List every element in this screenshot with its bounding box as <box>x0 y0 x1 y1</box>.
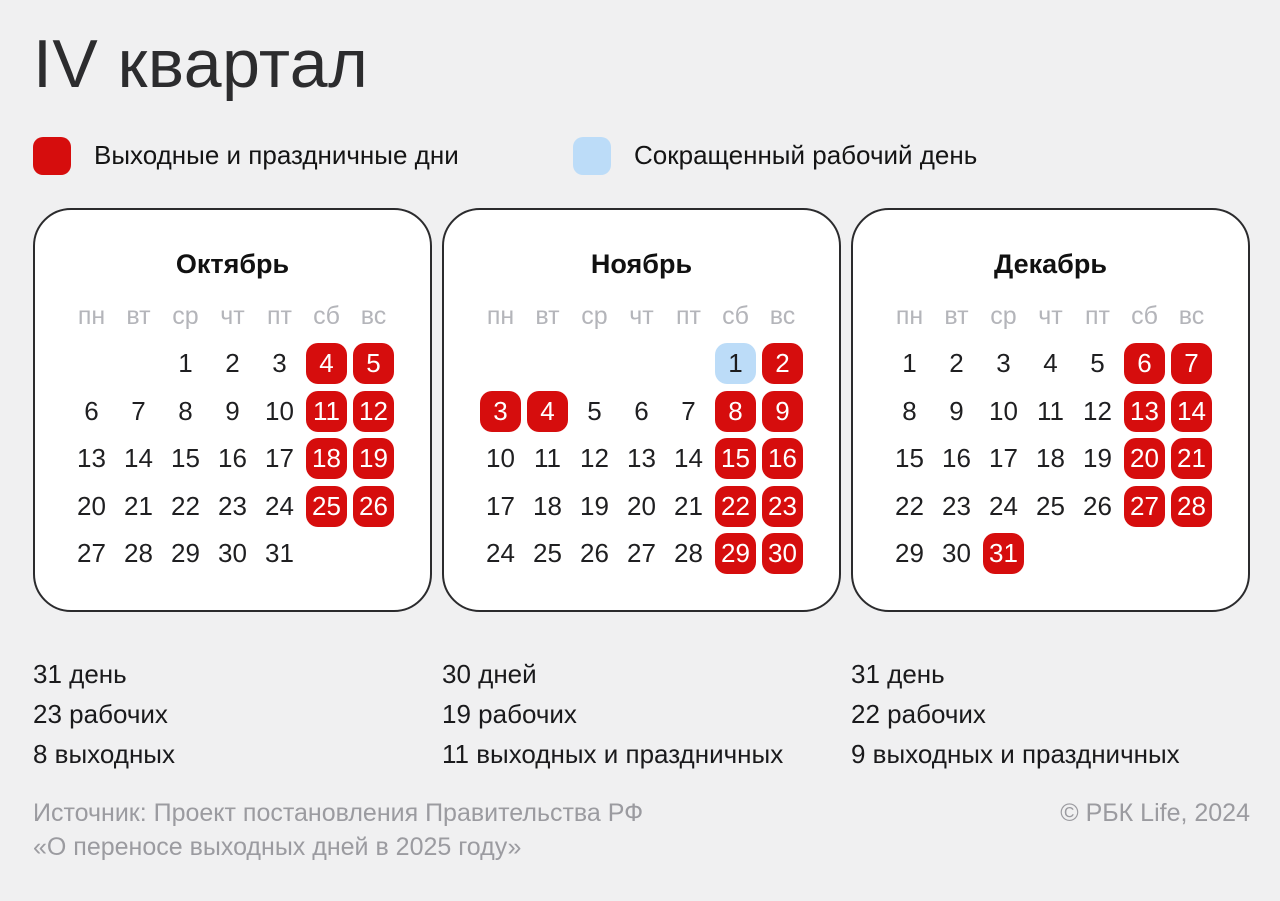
weekday-header: вс <box>1178 301 1205 330</box>
day-cell <box>303 340 350 388</box>
workday: 10 <box>486 443 515 474</box>
workday: 2 <box>225 348 240 379</box>
holiday-day: 13 <box>1124 391 1165 432</box>
weekday-header: пн <box>486 301 515 330</box>
holiday-day: 29 <box>715 533 756 574</box>
workday: 26 <box>1083 490 1112 521</box>
holiday-day: 11 <box>306 391 347 432</box>
day-cell <box>571 388 618 436</box>
holiday-day: 23 <box>762 486 803 527</box>
holiday-day: 26 <box>353 486 394 527</box>
day-cell <box>571 483 618 531</box>
day-cell <box>665 388 712 436</box>
day-cell <box>665 530 712 578</box>
day-cell <box>162 530 209 578</box>
empty-cell <box>115 340 162 388</box>
workday: 4 <box>1043 348 1058 379</box>
workday: 22 <box>171 490 200 521</box>
day-cell <box>350 435 397 483</box>
day-cell <box>256 483 303 531</box>
workday: 17 <box>989 443 1018 474</box>
day-cell <box>115 388 162 436</box>
legend-label-holidays: Выходные и праздничные дни <box>94 140 459 171</box>
workday: 1 <box>902 348 917 379</box>
workday: 28 <box>674 538 703 569</box>
workday: 20 <box>77 490 106 521</box>
day-cell <box>303 435 350 483</box>
legend-item-holidays <box>33 137 573 175</box>
workday: 9 <box>949 395 964 426</box>
day-cell <box>759 340 806 388</box>
day-cell <box>618 435 665 483</box>
holiday-day: 14 <box>1171 391 1212 432</box>
day-cell <box>256 530 303 578</box>
workday: 11 <box>1037 395 1064 426</box>
holiday-day: 15 <box>715 438 756 479</box>
day-cell <box>712 435 759 483</box>
day-cell <box>477 435 524 483</box>
weekday-header: вт <box>126 301 151 330</box>
holiday-day: 30 <box>762 533 803 574</box>
workday: 7 <box>131 395 146 426</box>
workday: 17 <box>486 490 515 521</box>
day-cell <box>618 530 665 578</box>
day-cell <box>980 340 1027 388</box>
day-cell <box>1074 340 1121 388</box>
day-cell <box>712 340 759 388</box>
day-cell <box>712 388 759 436</box>
holiday-day: 20 <box>1124 438 1165 479</box>
weekday-header: сб <box>313 301 340 330</box>
day-cell <box>256 388 303 436</box>
workday: 9 <box>225 395 240 426</box>
day-cell <box>933 435 980 483</box>
day-cell <box>980 483 1027 531</box>
day-cell <box>571 435 618 483</box>
workday: 15 <box>171 443 200 474</box>
weekday-header: ср <box>172 301 199 330</box>
holiday-day: 8 <box>715 391 756 432</box>
summary-line: 31 день <box>851 658 945 689</box>
weekday-header: вс <box>769 301 796 330</box>
holiday-swatch-icon <box>33 137 71 175</box>
source-note <box>33 796 643 864</box>
weekday-header: ср <box>990 301 1017 330</box>
workday: 10 <box>265 395 294 426</box>
holiday-day: 5 <box>353 343 394 384</box>
day-cell <box>524 530 571 578</box>
workday: 24 <box>989 490 1018 521</box>
footer <box>33 796 1250 864</box>
month-grid <box>853 293 1248 578</box>
day-cell <box>524 483 571 531</box>
day-cell <box>933 340 980 388</box>
day-cell <box>759 435 806 483</box>
workday: 23 <box>218 490 247 521</box>
day-cell <box>162 388 209 436</box>
holiday-day: 22 <box>715 486 756 527</box>
workday: 21 <box>674 490 703 521</box>
source-line-1: Источник: Проект постановления Правительства РФ <box>33 798 644 827</box>
month-card-3 <box>851 208 1250 612</box>
day-cell <box>209 435 256 483</box>
day-cell <box>209 530 256 578</box>
weekday-header: вт <box>944 301 969 330</box>
copyright: © РБК Life, 2024 <box>1060 798 1250 827</box>
day-cell <box>712 483 759 531</box>
legend-item-short-day <box>573 137 977 175</box>
day-cell <box>980 530 1027 578</box>
workday: 1 <box>178 348 193 379</box>
holiday-day: 21 <box>1171 438 1212 479</box>
day-cell <box>571 530 618 578</box>
day-cell <box>1027 483 1074 531</box>
day-cell <box>1121 388 1168 436</box>
month-grid <box>444 293 839 578</box>
workday: 18 <box>533 490 562 521</box>
day-cell <box>162 483 209 531</box>
month-card-1 <box>33 208 432 612</box>
day-cell <box>68 435 115 483</box>
day-cell <box>477 530 524 578</box>
day-cell <box>1027 435 1074 483</box>
day-cell <box>477 483 524 531</box>
workday: 26 <box>580 538 609 569</box>
workday: 16 <box>942 443 971 474</box>
short-workday: 1 <box>715 343 756 384</box>
holiday-day: 31 <box>983 533 1024 574</box>
month-card-2 <box>442 208 841 612</box>
day-cell <box>759 530 806 578</box>
empty-cell <box>665 340 712 388</box>
day-cell <box>1168 340 1215 388</box>
weekday-header: сб <box>722 301 749 330</box>
day-cell <box>886 435 933 483</box>
workday: 29 <box>171 538 200 569</box>
workday: 13 <box>77 443 106 474</box>
day-cell <box>303 483 350 531</box>
day-cell <box>68 388 115 436</box>
workday: 5 <box>587 395 602 426</box>
holiday-day: 28 <box>1171 486 1212 527</box>
workday: 14 <box>124 443 153 474</box>
summary-line: 23 рабочих <box>33 698 168 729</box>
day-cell <box>933 483 980 531</box>
day-cell <box>209 483 256 531</box>
workday: 15 <box>895 443 924 474</box>
workday: 7 <box>681 395 696 426</box>
day-cell <box>886 483 933 531</box>
workday: 3 <box>996 348 1011 379</box>
workday: 28 <box>124 538 153 569</box>
weekday-header: чт <box>629 301 654 330</box>
holiday-day: 6 <box>1124 343 1165 384</box>
day-cell <box>886 388 933 436</box>
day-cell <box>256 435 303 483</box>
workday: 8 <box>178 395 193 426</box>
day-cell <box>524 388 571 436</box>
empty-cell <box>477 340 524 388</box>
day-cell <box>68 483 115 531</box>
day-cell <box>524 435 571 483</box>
page-title: IV квартал <box>33 26 369 102</box>
holiday-day: 7 <box>1171 343 1212 384</box>
day-cell <box>1074 483 1121 531</box>
empty-cell <box>524 340 571 388</box>
workday: 24 <box>486 538 515 569</box>
day-cell <box>350 483 397 531</box>
day-cell <box>665 435 712 483</box>
workday: 12 <box>580 443 609 474</box>
summary-line: 8 выходных <box>33 738 175 769</box>
workday: 18 <box>1036 443 1065 474</box>
weekday-header: чт <box>1038 301 1063 330</box>
weekday-header: вс <box>360 301 387 330</box>
day-cell <box>162 340 209 388</box>
day-cell <box>933 388 980 436</box>
summary-line: 9 выходных и праздничных <box>851 738 1180 769</box>
empty-cell <box>618 340 665 388</box>
day-cell <box>1027 340 1074 388</box>
workday: 27 <box>77 538 106 569</box>
day-cell <box>980 435 1027 483</box>
holiday-day: 4 <box>306 343 347 384</box>
workday: 30 <box>942 538 971 569</box>
workday: 19 <box>1083 443 1112 474</box>
month-title: Ноябрь <box>590 248 693 279</box>
workday: 11 <box>534 443 561 474</box>
workday: 21 <box>124 490 153 521</box>
workday: 2 <box>949 348 964 379</box>
holiday-day: 18 <box>306 438 347 479</box>
summary-line: 22 рабочих <box>851 698 986 729</box>
day-cell <box>209 340 256 388</box>
day-cell <box>1027 388 1074 436</box>
holiday-day: 4 <box>527 391 568 432</box>
day-cell <box>1121 340 1168 388</box>
day-cell <box>665 483 712 531</box>
holiday-day: 9 <box>762 391 803 432</box>
day-cell <box>256 340 303 388</box>
workday: 6 <box>634 395 649 426</box>
month-summary-2 <box>442 654 841 774</box>
workday: 10 <box>989 395 1018 426</box>
source-line-2: «О переносе выходных дней в 2025 году» <box>33 832 522 861</box>
workday: 24 <box>265 490 294 521</box>
weekday-header: пт <box>1085 301 1110 330</box>
holiday-day: 2 <box>762 343 803 384</box>
workday: 6 <box>84 395 99 426</box>
day-cell <box>350 340 397 388</box>
workday: 27 <box>627 538 656 569</box>
workday: 22 <box>895 490 924 521</box>
day-cell <box>618 483 665 531</box>
day-cell <box>209 388 256 436</box>
weekday-header: пт <box>676 301 701 330</box>
workday: 5 <box>1090 348 1105 379</box>
day-cell <box>933 530 980 578</box>
day-cell <box>1074 388 1121 436</box>
day-cell <box>1168 388 1215 436</box>
summary-line: 19 рабочих <box>442 698 577 729</box>
day-cell <box>115 435 162 483</box>
workday: 12 <box>1083 395 1112 426</box>
workday: 31 <box>265 538 294 569</box>
day-cell <box>1168 435 1215 483</box>
weekday-header: чт <box>220 301 245 330</box>
holiday-day: 27 <box>1124 486 1165 527</box>
month-title: Декабрь <box>994 248 1107 279</box>
day-cell <box>618 388 665 436</box>
day-cell <box>68 530 115 578</box>
month-grid <box>35 293 430 578</box>
holiday-day: 16 <box>762 438 803 479</box>
day-cell <box>115 483 162 531</box>
workday: 29 <box>895 538 924 569</box>
day-cell <box>980 388 1027 436</box>
weekday-header: пн <box>895 301 924 330</box>
workday: 30 <box>218 538 247 569</box>
weekday-header: сб <box>1131 301 1158 330</box>
workday: 17 <box>265 443 294 474</box>
summary-line: 11 выходных и праздничных <box>442 738 784 769</box>
month-summary-3 <box>851 654 1250 774</box>
empty-cell <box>68 340 115 388</box>
legend <box>33 137 1250 175</box>
workday: 25 <box>1036 490 1065 521</box>
workday: 25 <box>533 538 562 569</box>
holiday-day: 12 <box>353 391 394 432</box>
day-cell <box>886 530 933 578</box>
summary-line: 30 дней <box>442 658 537 689</box>
day-cell <box>1168 483 1215 531</box>
workday: 14 <box>674 443 703 474</box>
weekday-header: пт <box>267 301 292 330</box>
day-cell <box>477 388 524 436</box>
holiday-day: 19 <box>353 438 394 479</box>
workday: 19 <box>580 490 609 521</box>
day-cell <box>350 388 397 436</box>
holiday-day: 3 <box>480 391 521 432</box>
holiday-day: 25 <box>306 486 347 527</box>
day-cell <box>712 530 759 578</box>
day-cell <box>759 388 806 436</box>
weekday-header: ср <box>581 301 608 330</box>
workday: 16 <box>218 443 247 474</box>
workday: 3 <box>272 348 287 379</box>
short-day-swatch-icon <box>573 137 611 175</box>
day-cell <box>759 483 806 531</box>
day-cell <box>303 388 350 436</box>
legend-label-short-day: Сокращенный рабочий день <box>634 140 978 171</box>
workday: 8 <box>902 395 917 426</box>
day-cell <box>115 530 162 578</box>
day-cell <box>886 340 933 388</box>
day-cell <box>1074 435 1121 483</box>
workday: 13 <box>627 443 656 474</box>
day-cell <box>1121 483 1168 531</box>
workday: 20 <box>627 490 656 521</box>
month-summaries <box>33 654 1250 774</box>
workday: 23 <box>942 490 971 521</box>
empty-cell <box>571 340 618 388</box>
summary-line: 31 день <box>33 658 127 689</box>
month-summary-1 <box>33 654 432 774</box>
day-cell <box>162 435 209 483</box>
weekday-header: вт <box>535 301 560 330</box>
calendar-cards <box>33 208 1250 612</box>
day-cell <box>1121 435 1168 483</box>
weekday-header: пн <box>77 301 106 330</box>
month-title: Октябрь <box>175 248 290 279</box>
